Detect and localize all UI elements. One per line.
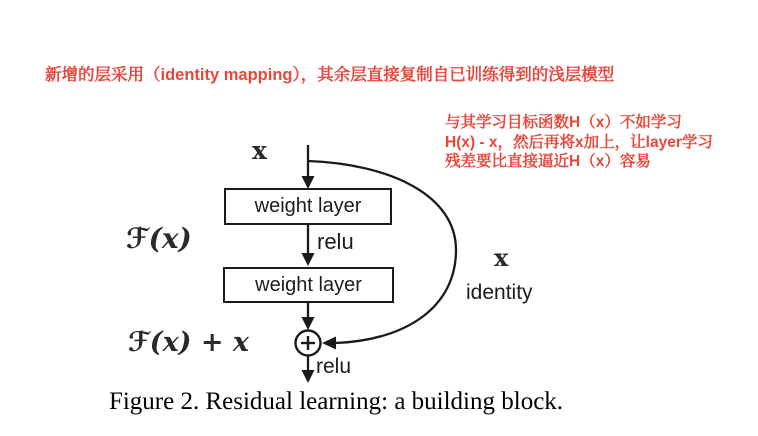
- weight-layer-2-box: [223, 267, 394, 303]
- side-annotation-line-1: 与其学习目标函数H（x）不如学习: [445, 114, 682, 131]
- weight-layer-2-label: weight layer: [255, 273, 362, 296]
- relu-mid-label: relu: [317, 229, 354, 254]
- output-sum-label: ℱ(x) + x: [128, 327, 249, 358]
- arrowhead-icon: [302, 370, 315, 383]
- weight-layer-1-label: weight layer: [254, 195, 362, 217]
- identity-label: identity: [466, 281, 533, 304]
- input-x-label: x: [252, 136, 267, 165]
- top-annotation: 新增的层采用（identity mapping），其余层直接复制自已训练得到的浅层模型: [45, 66, 615, 84]
- figure-caption: Figure 2. Residual learning: a building block.: [108, 388, 564, 415]
- arrowhead-icon: [322, 337, 336, 350]
- residual-function-label: ℱ(x): [126, 222, 192, 255]
- arrowhead-icon: [302, 317, 315, 330]
- weight-layer-1-box: [224, 188, 392, 225]
- relu-bottom-label: relu: [316, 355, 352, 378]
- identity-x-label: x: [494, 243, 509, 272]
- arrowhead-icon: [302, 253, 315, 266]
- side-annotation-line-2: H(x) - x，然后再将x加上，让layer学习: [445, 133, 713, 151]
- side-annotation-line-3: 残差要比直接逼近H（x）容易: [445, 153, 651, 170]
